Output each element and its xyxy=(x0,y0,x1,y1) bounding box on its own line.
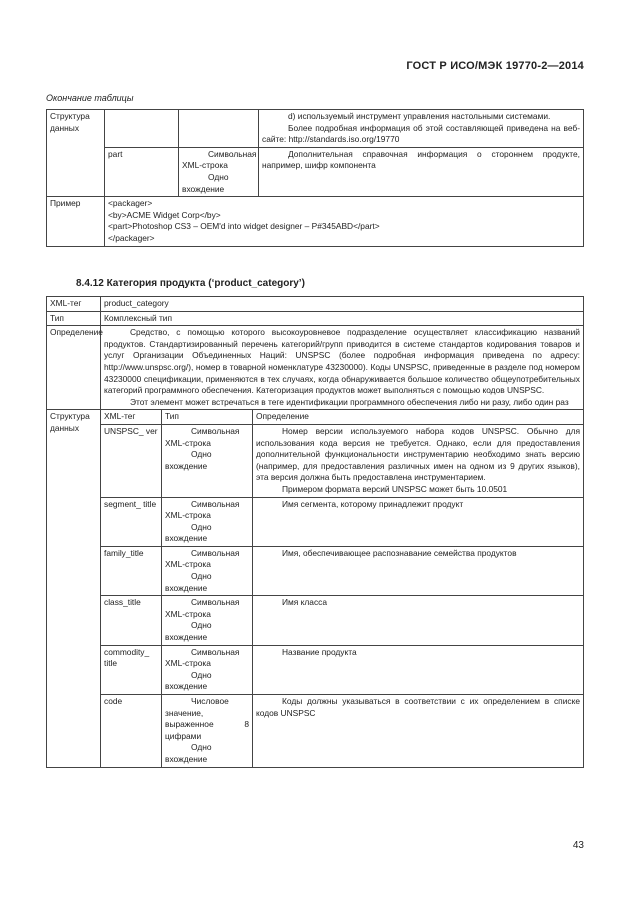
definition-p2: Этот элемент может встречаться в теге идентификации программного обеспечения либо ни разу, либо один раз xyxy=(130,396,569,407)
page-number: 43 xyxy=(572,840,584,851)
example-line: <by>ACME Widget Corp</by> xyxy=(108,209,221,220)
type-value: Комплексный тип xyxy=(101,311,584,326)
table-header-row xyxy=(47,410,584,425)
definition-p1: Средство, с помощью которого высокоуровневое подразделение осуществляет классификацию названий продуктов. Стандартизированный перечень категорий/групп приводится в системе стандартов кодирования товаров и услуг Организации Объединенных Наций: UNSPSC (более подробная информация приведена по адресу: http://www.unspsc.org/), номер в товарной номенклатуре 43230000). Коды UNSPSC, приведенные в разделе под номером 43230000 спецификации, применяются в тех случаях, когда обнаруживается большое количество общеупотребительных категорий программного обеспечения. Категоризация продуктов может выполняться с помощью кодов UNSPSC. xyxy=(104,327,580,396)
xml-tag-value: product_category xyxy=(101,297,584,312)
row-type xyxy=(162,497,253,546)
row-type-2: Одно вхождение xyxy=(165,620,212,643)
continuation-table xyxy=(46,109,584,247)
xml-tag-label: XML-тег xyxy=(47,297,101,312)
row-def-1: Номер версии используемого набора кодов UNSPSC. Обычно для использования кода версия не требуется. Однако, если для предоставления дополнительной функциональности инструментарию необходимо знать версию (например, для предоставления различных имен на одном из 9 других языков), эта версия должна быть предоставлена инструментарием. xyxy=(256,425,580,483)
example-line: <packager> xyxy=(108,198,153,209)
row-definition xyxy=(253,497,584,546)
row-type-1: Числовое значение, выраженное 8 цифрами xyxy=(165,696,249,741)
table-continuation-label: Окончание таблицы xyxy=(46,93,134,103)
row-type-2: Одно вхождение xyxy=(165,669,212,692)
table-row xyxy=(47,311,584,326)
example-code xyxy=(105,197,584,246)
row-def-2: Примером формата версий UNSPSC может быть 10.0501 xyxy=(282,483,508,494)
row-type xyxy=(162,695,253,768)
row-type-1: Символьная XML-строка xyxy=(165,547,240,570)
row-definition xyxy=(253,596,584,645)
example-line: <part>Photoshop CS3 – OEM'd into widget designer – P#345ABD</part> xyxy=(108,221,380,232)
col-header-tag: XML-тег xyxy=(101,410,162,425)
row-def-1: Имя сегмента, которому принадлежит продукт xyxy=(282,498,464,509)
row-type-2: Одно вхождение xyxy=(165,521,212,544)
row-type-2: Одно вхождение xyxy=(165,449,212,471)
structure-label: Структура данных xyxy=(47,410,101,767)
row-def-1: Имя класса xyxy=(282,597,327,608)
row-definition xyxy=(253,546,584,595)
col-header-type: Тип xyxy=(162,410,253,425)
example-label: Пример xyxy=(47,197,105,246)
row-type-1: Символьная XML-строка xyxy=(165,425,240,448)
row-type xyxy=(162,596,253,645)
col-header-definition: Определение xyxy=(253,410,584,425)
table-row xyxy=(47,645,584,694)
table-row xyxy=(47,326,584,410)
table-row xyxy=(47,497,584,546)
row-tag: segment_ title xyxy=(101,497,162,546)
row-type-2: Одно вхождение xyxy=(165,571,212,593)
definition-text xyxy=(101,326,584,410)
table-row xyxy=(47,546,584,595)
section-heading: 8.4.12 Категория продукта (‘product_category’) xyxy=(76,278,305,289)
structure-label: Структура данных xyxy=(47,110,105,197)
definition-label: Определение xyxy=(47,326,101,410)
table-row xyxy=(47,147,584,196)
empty-cell xyxy=(179,110,259,148)
row-definition xyxy=(253,695,584,768)
row-tag: commodity_ title xyxy=(101,645,162,694)
d-text: d) используемый инструмент управления настольными системами. xyxy=(288,111,551,121)
row-definition xyxy=(253,645,584,694)
row-type-1: Символьная XML-строка xyxy=(165,646,240,669)
table-row xyxy=(47,424,584,497)
table-row xyxy=(47,197,584,246)
page-header: ГОСТ Р ИСО/МЭК 19770-2—2014 xyxy=(406,60,584,72)
row-def-1: Имя, обеспечивающее распознавание семейства продуктов xyxy=(282,547,517,558)
example-line: </packager> xyxy=(108,232,155,243)
part-definition xyxy=(259,147,584,196)
row-definition xyxy=(253,424,584,497)
part-definition-text: Дополнительная справочная информация о стороннем продукте, например, шифр компонента xyxy=(262,148,580,171)
row-type-1: Символьная XML-строка xyxy=(165,597,240,619)
row-tag: family_title xyxy=(101,546,162,595)
row-tag: class_title xyxy=(101,596,162,645)
row-def-1: Название продукта xyxy=(282,646,357,657)
part-name: part xyxy=(105,147,179,196)
table-row xyxy=(47,596,584,645)
table-row xyxy=(47,297,584,312)
table-row xyxy=(47,695,584,768)
part-type xyxy=(179,147,259,196)
row-type-1: Символьная XML-строка xyxy=(165,498,240,521)
row-type xyxy=(162,645,253,694)
more-info-text: Более подробная информация об этой составляющей приведена на веб-сайте: http://standards.iso.org/19770 xyxy=(262,122,580,145)
table-row xyxy=(47,110,584,148)
row-type xyxy=(162,546,253,595)
part-type-2: Одно вхождение xyxy=(182,171,229,194)
product-category-table xyxy=(46,296,584,768)
part-type-1: Символьная XML-строка xyxy=(182,148,257,171)
row-tag: UNSPSC_ ver xyxy=(101,424,162,497)
row-type-2: Одно вхождение xyxy=(165,742,212,764)
row-type xyxy=(162,424,253,497)
row-def-1: Коды должны указываться в соответствии с их определением в списке кодов UNSPSC xyxy=(256,696,580,718)
empty-cell xyxy=(105,110,179,148)
row-tag: code xyxy=(101,695,162,768)
definition-cell xyxy=(259,110,584,148)
type-label: Тип xyxy=(47,311,101,326)
